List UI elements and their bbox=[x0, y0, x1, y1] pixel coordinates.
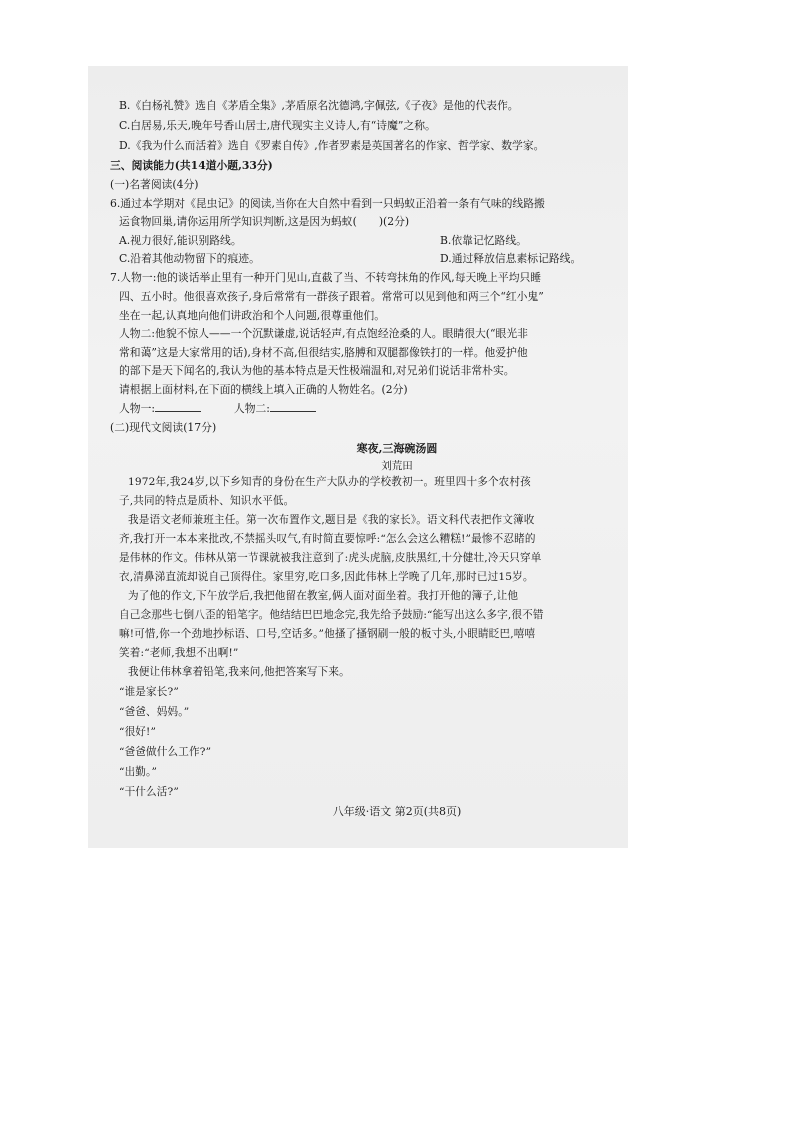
subsection-modern-text: (二)现代文阅读(17分) bbox=[110, 421, 217, 434]
question-7-line2: 四、五小时。他很喜欢孩子,身后常常有一群孩子跟着。常常可以见到他和两三个“红小鬼” bbox=[119, 290, 544, 303]
dialogue-line-1: “谁是家长?” bbox=[119, 686, 179, 698]
option-a[interactable]: A.视力很好,能识别路线。 bbox=[119, 234, 242, 247]
section-heading-reading: 三、阅读能力(共14道小题,33分) bbox=[110, 159, 273, 172]
question-6-options-row2 bbox=[110, 251, 624, 266]
dialogue-line-3: “很好!” bbox=[119, 726, 157, 738]
paragraph-4: 我便让伟林拿着铅笔,我来问,他把答案写下来。 bbox=[128, 666, 350, 678]
paragraph-2-line3: 是伟林的作文。伟林从第一节课就被我注意到了:虎头虎脑,皮肤黑红,十分健壮,冷天只穿单 bbox=[119, 552, 542, 564]
question-7-line6: 的部下是天下闻名的,我认为他的基本特点是天性极端温和,对兄弟们说话非常朴实。 bbox=[119, 364, 515, 377]
person-2-blank[interactable] bbox=[270, 401, 316, 412]
option-b-line: B.《白杨礼赞》选自《茅盾全集》,茅盾原名沈德鸿,字佩弦,《子夜》是他的代表作。 bbox=[119, 99, 519, 112]
question-6-line1: 6.通过本学期对《昆虫记》的阅读,当你在大自然中看到一只蚂蚁正沿着一条有气味的线路搬 bbox=[110, 197, 545, 210]
question-6-stem: 运食物回巢,请你运用所学知识判断,这是因为蚂蚁( bbox=[119, 215, 357, 228]
question-6-points: )(2分) bbox=[378, 215, 410, 228]
question-7-line5: 常和蔼”这是大家常用的话),身材不高,但很结实,胳膊和双腿都像铁打的一样。他爱护他 bbox=[119, 346, 528, 359]
question-7-line3: 坐在一起,认真地向他们讲政治和个人问题,很尊重他们。 bbox=[119, 309, 385, 322]
paragraph-3-line1: 为了他的作文,下午放学后,我把他留在教室,俩人面对面坐着。我打开他的簿子,让他 bbox=[128, 590, 519, 602]
dialogue-line-4: “爸爸做什么工作?” bbox=[119, 746, 212, 758]
paragraph-2-line4: 衣,清鼻涕直流却说自己顶得住。家里穷,吃口多,因此伟林上学晚了几年,那时已过15岁。 bbox=[119, 571, 534, 583]
person-1-blank[interactable] bbox=[155, 401, 201, 412]
question-6-options-row1 bbox=[110, 233, 624, 248]
paragraph-1-line1: 1972年,我24岁,以下乡知青的身份在生产大队办的学校教初一。班里四十多个农村孩 bbox=[128, 476, 531, 488]
paragraph-2-line2: 齐,我打开一本本来批改,不禁摇头叹气,有时简直要惊呼:“怎么会这么糟糕!”最惨不忍睹的 bbox=[119, 533, 536, 545]
article-author: 刘荒田 bbox=[381, 460, 413, 472]
option-d-line: D.《我为什么而活着》选自《罗素自传》,作者罗素是英国著名的作家、哲学家、数学家。 bbox=[119, 139, 545, 152]
article-title: 寒夜,三海碗汤圆 bbox=[356, 442, 438, 455]
paragraph-1-line2: 子,共同的特点是质朴、知识水平低。 bbox=[119, 495, 295, 507]
question-7-answers bbox=[110, 401, 624, 416]
person-1-label: 人物一: bbox=[119, 402, 156, 415]
paragraph-3-line2: 自己念那些七倒八歪的铅笔字。他结结巴巴地念完,我先给予鼓励:“能写出这么多字,很不错 bbox=[119, 609, 544, 621]
option-d[interactable]: D.通过释放信息素标记路线。 bbox=[440, 252, 582, 265]
person-2-label: 人物二: bbox=[233, 402, 270, 415]
paragraph-2-line1: 我是语文老师兼班主任。第一次布置作文,题目是《我的家长》。语文科代表把作文簿收 bbox=[128, 514, 535, 526]
question-7-line4: 人物二:他貌不惊人——一个沉默谦虚,说话轻声,有点饱经沧桑的人。眼睛很大(“眼光非 bbox=[119, 327, 528, 340]
paragraph-3-line4: 笑着:“老师,我想不出啊!” bbox=[119, 647, 239, 659]
dialogue-line-2: “爸爸、妈妈。” bbox=[119, 706, 190, 718]
paragraph-3-line3: 嘛!可惜,你一个劲地抄标语、口号,空话多。”他搔了搔钢刷一般的板寸头,小眼睛眨巴,嘻嘻 bbox=[119, 628, 536, 640]
subsection-classics: (一)名著阅读(4分) bbox=[110, 178, 199, 191]
dialogue-line-6: “干什么活?” bbox=[119, 786, 179, 798]
option-b[interactable]: B.依靠记忆路线。 bbox=[440, 234, 527, 247]
question-6-line2 bbox=[110, 214, 624, 229]
question-7-instruction: 请根据上面材料,在下面的横线上填入正确的人物姓名。(2分) bbox=[119, 383, 408, 396]
option-c-line: C.白居易,乐天,晚年号香山居士,唐代现实主义诗人,有“诗魔”之称。 bbox=[119, 119, 436, 132]
question-7-line1: 7.人物一:他的谈话举止里有一种开门见山,直截了当、不转弯抹角的作风,每天晚上平均只睡 bbox=[110, 271, 542, 284]
option-c[interactable]: C.沿着其他动物留下的痕迹。 bbox=[119, 252, 260, 265]
dialogue-line-5: “出勤。” bbox=[119, 766, 158, 778]
page-footer: 八年级·语文 第2页(共8页) bbox=[332, 805, 462, 818]
